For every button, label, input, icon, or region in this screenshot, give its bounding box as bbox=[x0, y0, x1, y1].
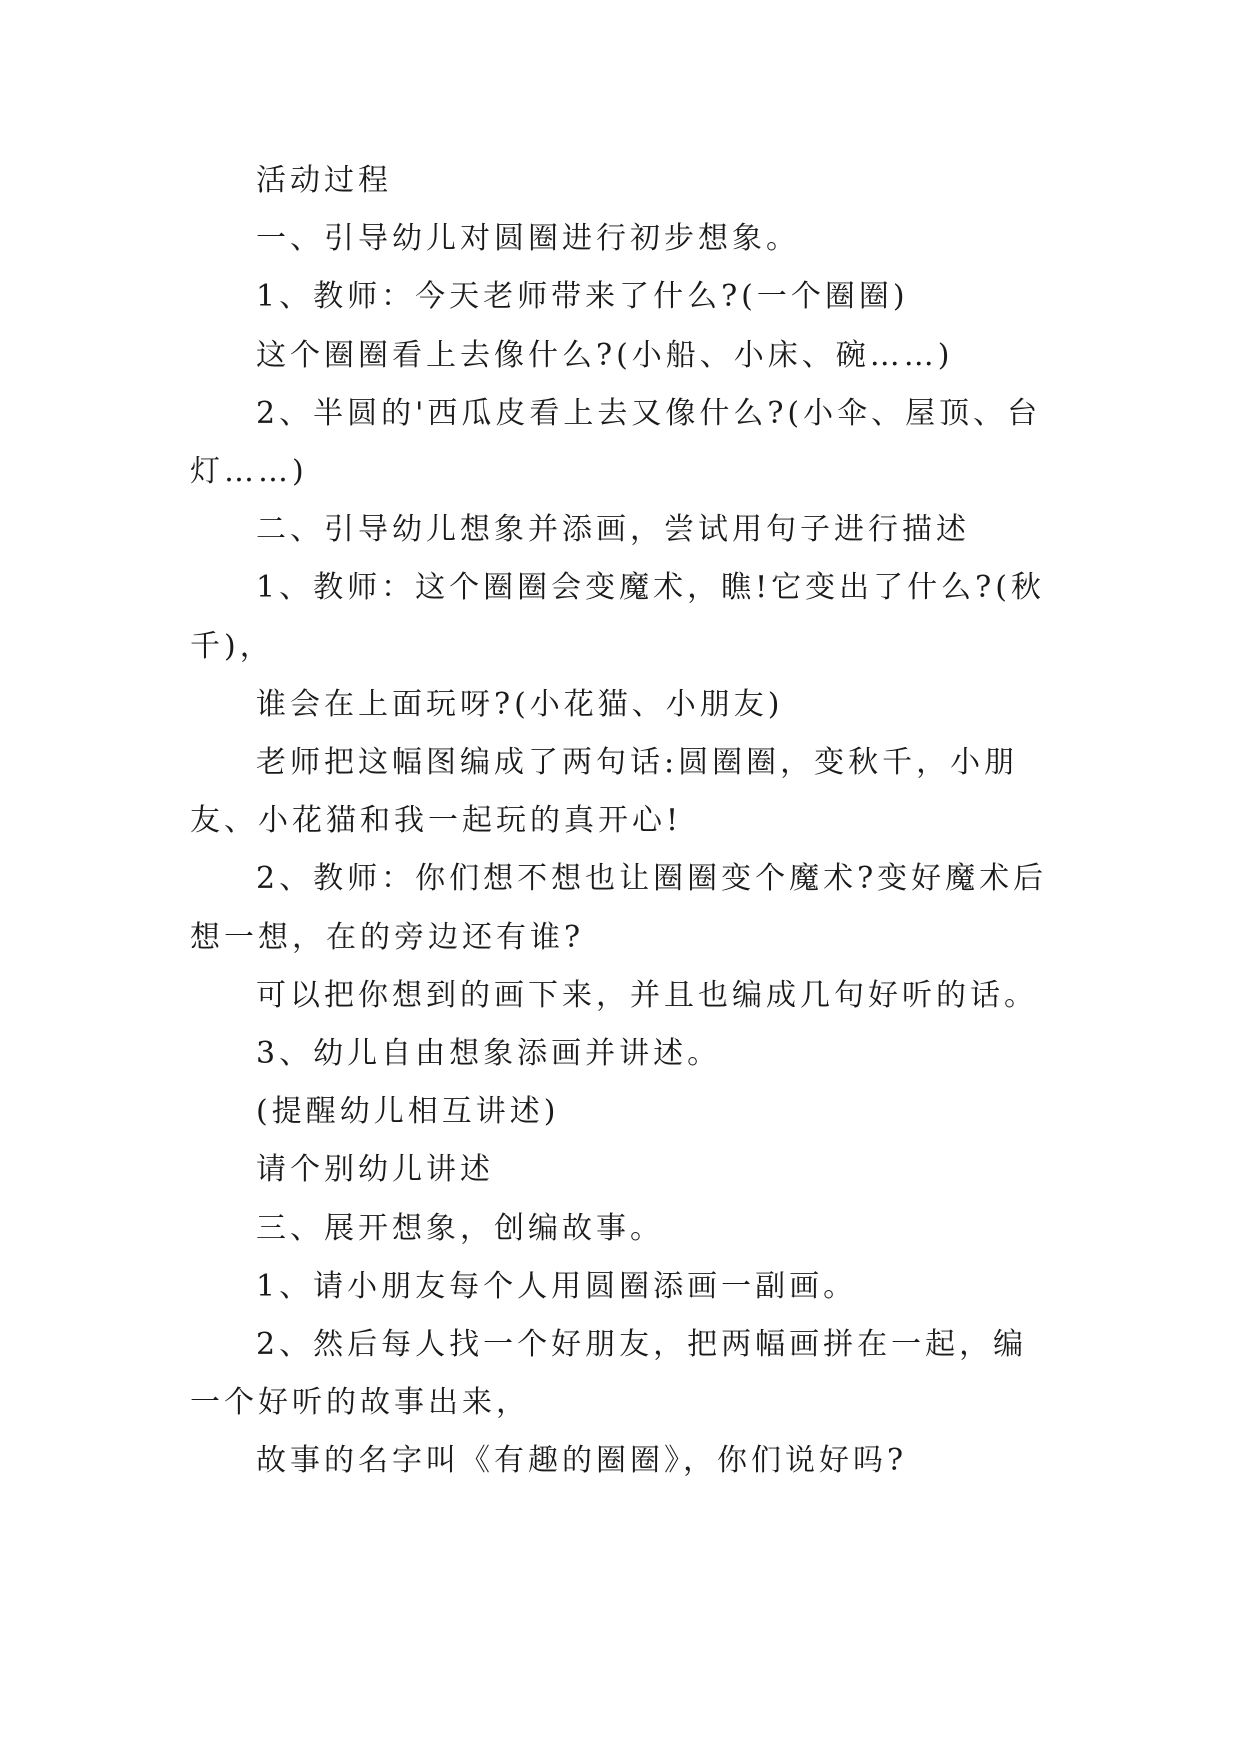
paragraph: 2、半圆的'西瓜皮看上去又像什么?(小伞、屋顶、台灯……) bbox=[190, 395, 1042, 490]
section-title: 三、展开想象，创编故事。 bbox=[256, 1210, 664, 1246]
document-body bbox=[190, 152, 1060, 1491]
paragraph: 1、教师：今天老师带来了什么?(一个圈圈) bbox=[256, 279, 909, 315]
section-title: 二、引导幼儿想象并添画，尝试用句子进行描述 bbox=[256, 512, 970, 548]
paragraph: 谁会在上面玩呀?(小花猫、小朋友) bbox=[256, 686, 784, 722]
paragraph: 老师把这幅图编成了两句话:圆圈圈，变秋千，小朋友、小花猫和我一起玩的真开心! bbox=[190, 745, 1019, 839]
paragraph: 3、幼儿自由想象添画并讲述。 bbox=[256, 1036, 722, 1072]
section-title: 一、引导幼儿对圆圈进行初步想象。 bbox=[256, 221, 800, 257]
paragraph: 2、教师：你们想不想也让圈圈变个魔术?变好魔术后想一想，在的旁边还有谁? bbox=[190, 861, 1048, 955]
paragraph: 可以把你想到的画下来，并且也编成几句好听的话。 bbox=[256, 977, 1038, 1013]
section-heading: 活动过程 bbox=[256, 163, 392, 198]
paragraph: 1、请小朋友每个人用圆圈添画一副画。 bbox=[256, 1268, 858, 1304]
paragraph: 2、然后每人找一个好朋友，把两幅画拼在一起，编一个好听的故事出来， bbox=[190, 1327, 1028, 1421]
paragraph: (提醒幼儿相互讲述) bbox=[256, 1094, 560, 1130]
paragraph: 请个别幼儿讲述 bbox=[256, 1152, 494, 1188]
paragraph: 这个圈圈看上去像什么?(小船、小床、碗……) bbox=[256, 337, 954, 373]
paragraph: 1、教师：这个圈圈会变魔术，瞧!它变出了什么?(秋千)， bbox=[190, 570, 1045, 664]
paragraph: 故事的名字叫《有趣的圈圈》，你们说好吗? bbox=[256, 1443, 908, 1479]
